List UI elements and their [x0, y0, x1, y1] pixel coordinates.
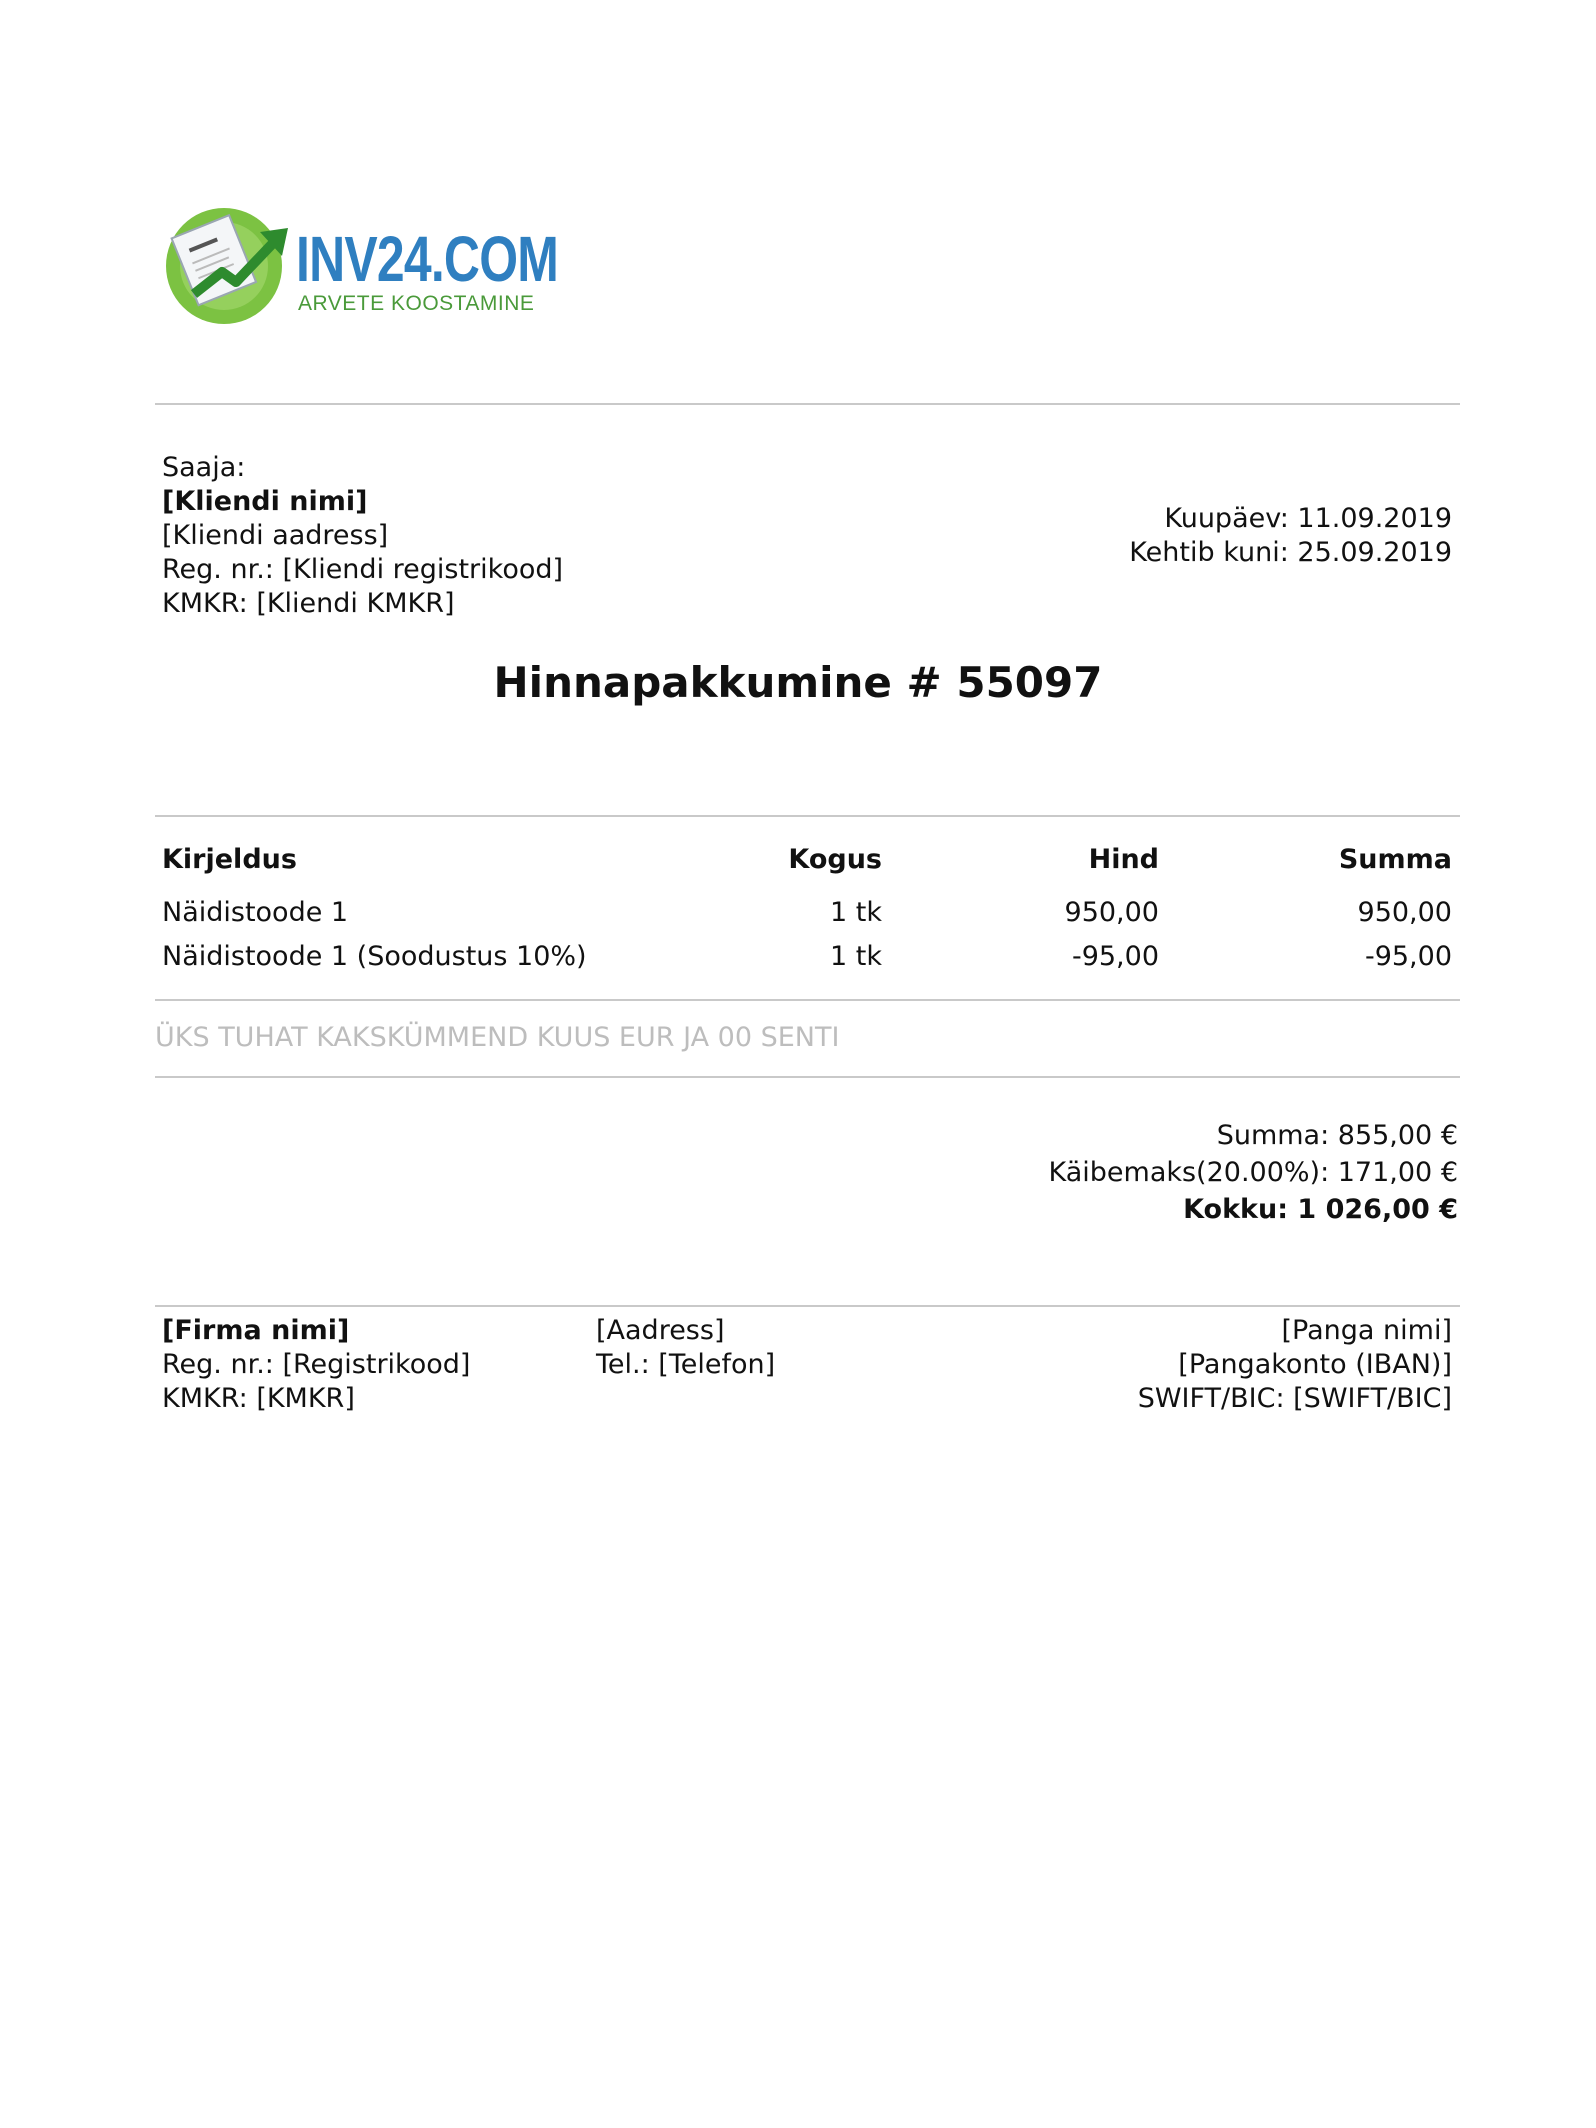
divider: [155, 1305, 1460, 1307]
grand-total: Kokku: 1 026,00 €: [1183, 1194, 1458, 1225]
footer-bank-iban: [Pangakonto (IBAN)]: [1178, 1349, 1452, 1380]
recipient-label: Saaja:: [162, 452, 246, 483]
recipient-name: [Kliendi nimi]: [162, 486, 368, 517]
page-title: Hinnapakkumine # 55097: [493, 658, 1103, 707]
footer-company-name: [Firma nimi]: [162, 1315, 350, 1346]
total-vat: Käibemaks(20.00%): 171,00 €: [1048, 1157, 1458, 1188]
divider: [155, 815, 1460, 817]
recipient-reg: Reg. nr.: [Kliendi registrikood]: [162, 554, 564, 585]
footer-bank-name: [Panga nimi]: [1281, 1315, 1452, 1346]
row-1-price: 950,00: [1064, 897, 1159, 928]
footer-bank-swift: SWIFT/BIC: [SWIFT/BIC]: [1137, 1383, 1452, 1414]
footer-company-vat: KMKR: [KMKR]: [162, 1383, 355, 1414]
total-sum: Summa: 855,00 €: [1216, 1120, 1458, 1151]
logo-subtitle: ARVETE KOOSTAMINE: [298, 292, 535, 315]
divider: [155, 403, 1460, 405]
quote-date: Kuupäev: 11.09.2019: [1164, 503, 1452, 534]
col-header-description: Kirjeldus: [162, 844, 297, 875]
footer-phone: Tel.: [Telefon]: [596, 1349, 776, 1380]
footer-company-reg: Reg. nr.: [Registrikood]: [162, 1349, 471, 1380]
recipient-vat: KMKR: [Kliendi KMKR]: [162, 588, 455, 619]
row-2-description: Näidistoode 1 (Soodustus 10%): [162, 941, 587, 972]
footer-address: [Aadress]: [596, 1315, 725, 1346]
row-1-sum: 950,00: [1357, 897, 1452, 928]
row-1-description: Näidistoode 1: [162, 897, 349, 928]
recipient-address: [Kliendi aadress]: [162, 520, 389, 551]
row-1-quantity: 1 tk: [830, 897, 882, 928]
quote-valid-until: Kehtib kuni: 25.09.2019: [1129, 537, 1452, 568]
col-header-sum: Summa: [1338, 844, 1452, 875]
row-2-quantity: 1 tk: [830, 941, 882, 972]
col-header-price: Hind: [1088, 844, 1159, 875]
amount-in-words: ÜKS TUHAT KAKSKÜMMEND KUUS EUR JA 00 SENTI: [155, 1022, 840, 1053]
divider: [155, 999, 1460, 1001]
divider: [155, 1076, 1460, 1078]
row-2-price: -95,00: [1071, 941, 1159, 972]
logo-text: INV24.COM: [296, 223, 559, 295]
col-header-quantity: Kogus: [788, 844, 882, 875]
row-2-sum: -95,00: [1364, 941, 1452, 972]
